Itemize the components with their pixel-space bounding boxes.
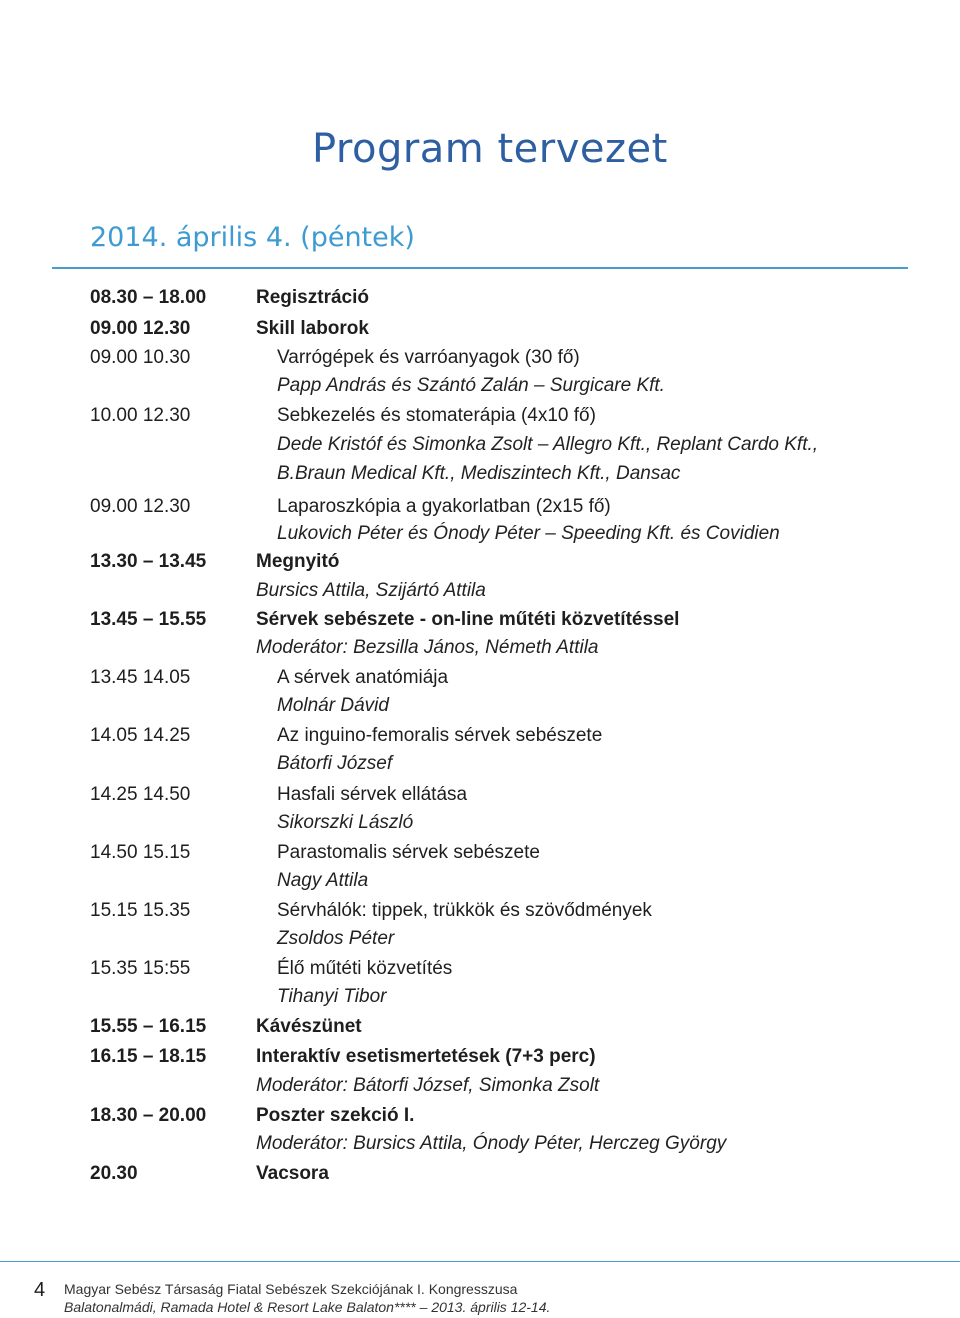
schedule-presenter: Dede Kristóf és Simonka Zsolt – Allegro Kft., Replant Cardo Kft., (277, 434, 819, 455)
header-divider (52, 267, 908, 269)
schedule-time: 09.00 12.30 (90, 496, 191, 517)
schedule-title: Laparoszkópia a gyakorlatban (2x15 fő) (277, 496, 611, 517)
schedule-moderator: Moderátor: Bursics Attila, Ónody Péter, Herczeg György (256, 1133, 727, 1154)
footer-divider (0, 1261, 960, 1262)
schedule-presenter: Nagy Attila (277, 870, 369, 891)
schedule-title: Élő műtéti közvetítés (277, 958, 453, 979)
schedule-title: Vacsora (256, 1163, 329, 1184)
schedule-presenter: Bursics Attila, Szijártó Attila (256, 580, 486, 601)
schedule-row (0, 784, 960, 842)
schedule-title: Sebkezelés és stomaterápia (4x10 fő) (277, 405, 596, 426)
schedule-title: Parastomalis sérvek sebészete (277, 842, 540, 863)
schedule-time: 13.30 – 13.45 (90, 551, 207, 572)
event-date: 2014. április 4. (péntek) (90, 222, 415, 253)
schedule-presenter: Molnár Dávid (277, 695, 389, 716)
schedule-row (0, 551, 960, 609)
schedule-title: Skill laborok (256, 318, 369, 339)
schedule-presenter: Zsoldos Péter (277, 928, 395, 949)
schedule-title: Regisztráció (256, 287, 369, 308)
schedule-time: 14.50 15.15 (90, 842, 191, 863)
schedule-row (0, 958, 960, 1016)
schedule-time: 15.15 15.35 (90, 900, 191, 921)
schedule-row (0, 609, 960, 667)
schedule-row (0, 1046, 960, 1104)
schedule-time: 13.45 – 15.55 (90, 609, 207, 630)
schedule-presenter: Sikorszki László (277, 812, 414, 833)
schedule-title: Interaktív esetismertetések (7+3 perc) (256, 1046, 596, 1067)
schedule-time: 10.00 12.30 (90, 405, 191, 426)
schedule-time: 08.30 – 18.00 (90, 287, 207, 308)
schedule-row (0, 1105, 960, 1163)
schedule-title: Sérvhálók: tippek, trükkök és szövődmények (277, 900, 652, 921)
schedule-presenter: Lukovich Péter és Ónody Péter – Speeding Kft. és Covidien (277, 523, 780, 544)
schedule-time: 14.25 14.50 (90, 784, 191, 805)
schedule-time: 09.00 10.30 (90, 347, 191, 368)
schedule-row (0, 496, 960, 554)
schedule-row (0, 842, 960, 900)
schedule-row (0, 725, 960, 783)
schedule-title: Az inguino-femoralis sérvek sebészete (277, 725, 603, 746)
schedule-time: 16.15 – 18.15 (90, 1046, 207, 1067)
schedule-row (0, 347, 960, 405)
schedule-time: 15.55 – 16.15 (90, 1016, 207, 1037)
schedule-time: 14.05 14.25 (90, 725, 191, 746)
schedule-title: A sérvek anatómiája (277, 667, 449, 688)
schedule-presenter: Tihanyi Tibor (277, 986, 387, 1007)
schedule-row (0, 405, 960, 484)
schedule-row (0, 667, 960, 725)
schedule-time: 15.35 15:55 (90, 958, 191, 979)
schedule-title: Varrógépek és varróanyagok (30 fő) (277, 347, 580, 368)
page-title: Program tervezet (312, 126, 668, 172)
schedule-presenter: B.Braun Medical Kft., Mediszintech Kft., Dansac (277, 463, 681, 484)
schedule-title: Hasfali sérvek ellátása (277, 784, 468, 805)
schedule-title: Megnyitó (256, 551, 340, 572)
page-number: 4 (34, 1279, 46, 1301)
schedule-time: 13.45 14.05 (90, 667, 191, 688)
schedule-presenter: Papp András és Szántó Zalán – Surgicare Kft. (277, 375, 665, 396)
schedule-moderator: Moderátor: Bátorfi József, Simonka Zsolt (256, 1075, 600, 1096)
schedule-title: Kávészünet (256, 1016, 362, 1037)
footer-publication: Magyar Sebész Társaság Fiatal Sebészek Szekciójának I. Kongresszusa (64, 1281, 518, 1297)
schedule-title: Poszter szekció I. (256, 1105, 415, 1126)
schedule-row (0, 900, 960, 958)
footer-venue: Balatonalmádi, Ramada Hotel & Resort Lake Balaton**** – 2013. április 12-14. (64, 1299, 551, 1315)
schedule-presenter: Bátorfi József (277, 753, 393, 774)
schedule-time: 20.30 (90, 1163, 138, 1184)
schedule-moderator: Moderátor: Bezsilla János, Németh Attila (256, 637, 599, 658)
schedule-time: 09.00 12.30 (90, 318, 191, 339)
schedule-title: Sérvek sebészete - on-line műtéti közvetítéssel (256, 609, 680, 630)
schedule-time: 18.30 – 20.00 (90, 1105, 207, 1126)
schedule-row (0, 1163, 960, 1221)
